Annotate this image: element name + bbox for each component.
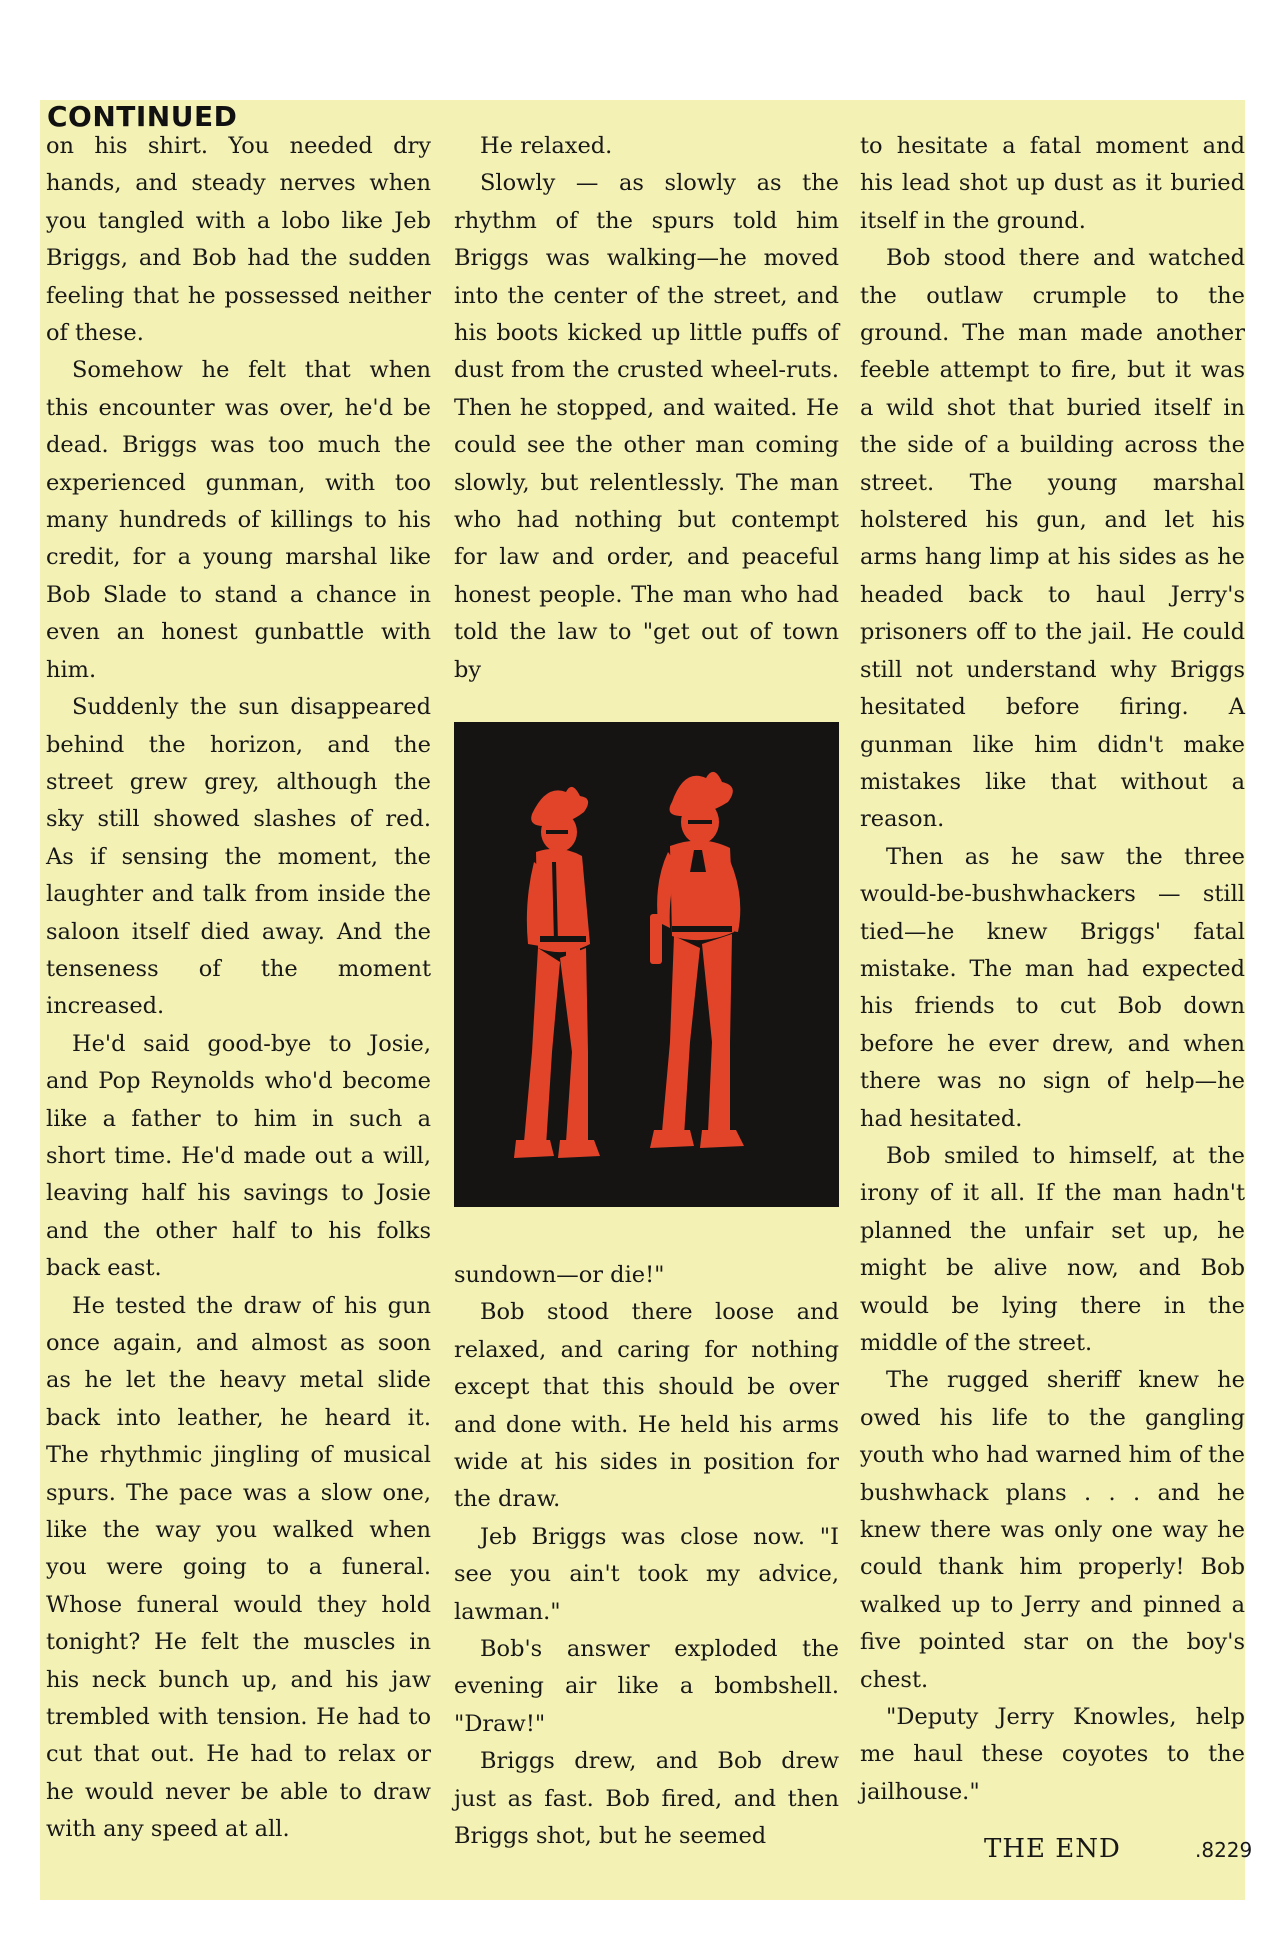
two-gunfighters-illustration xyxy=(454,722,839,1207)
text-column-2-bottom xyxy=(454,1257,839,1856)
paragraph: He tested the draw of his gun once again, and almost as soon as he let the heavy metal slide back into leather, he heard it. The rhythmic jingling of musical spurs. The pace was a slow one, like the way you walked when you were going to a funeral. Whose funeral would they hold tonight? He felt the muscles in his neck bunch up, and his jaw trembled with tension. He had to cut that out. He had to relax or he would never be able to draw with any speed at all. xyxy=(46,1292,431,1843)
magazine-page xyxy=(40,100,1253,1900)
paragraph: Bob's answer exploded the evening air like a bombshell. "Draw!" xyxy=(454,1636,839,1737)
text-column-3 xyxy=(860,128,1245,1811)
paragraph: Bob stood there loose and relaxed, and caring for nothing except that this should be over and done with. He held his arms wide at his sides in position for the draw. xyxy=(454,1299,839,1513)
page-code: .8229 xyxy=(1195,1838,1253,1862)
paragraph: on his shirt. You needed dry hands, and steady nerves when you tangled with a lobo like Jeb Briggs, and Bob had the sudden feeling that he possessed neither of these. xyxy=(46,133,431,347)
paragraph: Somehow he felt that when this encounter was over, he'd be dead. Briggs was too much the experienced gunman, with too many hundreds of killings to his credit, for a young marshal like Bob Slade to stand a chance in even an honest gunbattle with him. xyxy=(46,357,431,683)
paragraph: Then as he saw the three would-be-bushwhackers — still tied—he knew Briggs' fatal mistake. The man had expected his friends to cut Bob down before he ever drew, and when there was no sign of help—he had hesitated. xyxy=(860,843,1245,1132)
text-column-1 xyxy=(46,128,431,1849)
continued-heading: CONTINUED xyxy=(47,100,238,133)
paragraph: Jeb Briggs was close now. "I see you ain't took my advice, lawman." xyxy=(454,1523,839,1625)
paragraph: Bob smiled to himself, at the irony of it all. If the man hadn't planned the unfair set up, he might be alive now, and Bob would be lying there in the middle of the street. xyxy=(860,1142,1245,1356)
paragraph: Slowly — as slowly as the rhythm of the spurs told him Briggs was walking—he moved into the center of the street, and his boots kicked up little puffs of dust from the crusted wheel-ruts. Then he stopped, and waited. He could see the other man coming slowly, but relentlessly. The man who had nothing but contempt for law and order, and peaceful honest people. The man who had told the law to "get out of town by xyxy=(454,170,839,683)
paragraph: to hesitate a fatal moment and his lead shot up dust as it buried itself in the ground. xyxy=(860,133,1245,234)
paragraph: Suddenly the sun disappeared behind the horizon, and the street grew grey, although the sky still showed slashes of red. As if sensing the moment, the laughter and talk from inside the saloon itself died away. And the tenseness of the moment increased. xyxy=(46,694,431,1020)
paragraph: He'd said good-bye to Josie, and Pop Reynolds who'd become like a father to him in such a short time. He'd made out a will, leaving half his savings to Josie and the other half to his folks back east. xyxy=(46,1030,431,1282)
the-end-label: THE END xyxy=(984,1834,1121,1864)
paragraph: He relaxed. xyxy=(480,133,613,159)
text-column-2-top xyxy=(454,128,839,689)
paragraph: sundown—or die!" xyxy=(454,1262,665,1288)
paragraph: Bob stood there and watched the outlaw crumple to the ground. The man made another feeble attempt to fire, but it was a wild shot that buried itself in the side of a building across the street. The young marshal holstered his gun, and let his arms hang limp at his sides as he headed back to haul Jerry's prisoners off to the jail. He could still not understand why Briggs hesitated before firing. A gunman like him didn't make mistakes like that without a reason. xyxy=(860,245,1245,833)
paragraph: "Deputy Jerry Knowles, help me haul these coyotes to the jailhouse." xyxy=(860,1704,1245,1805)
paragraph: Briggs drew, and Bob drew just as fast. Bob fired, and then Briggs shot, but he seemed xyxy=(454,1748,839,1850)
gunfighters-icon xyxy=(454,722,839,1207)
paragraph: The rugged sheriff knew he owed his life to the gangling youth who had warned him of the bushwhack plans . . . and he knew there was only one way he could thank him properly! Bob walked up to Jerry and pinned a five pointed star on the boy's chest. xyxy=(860,1367,1245,1693)
